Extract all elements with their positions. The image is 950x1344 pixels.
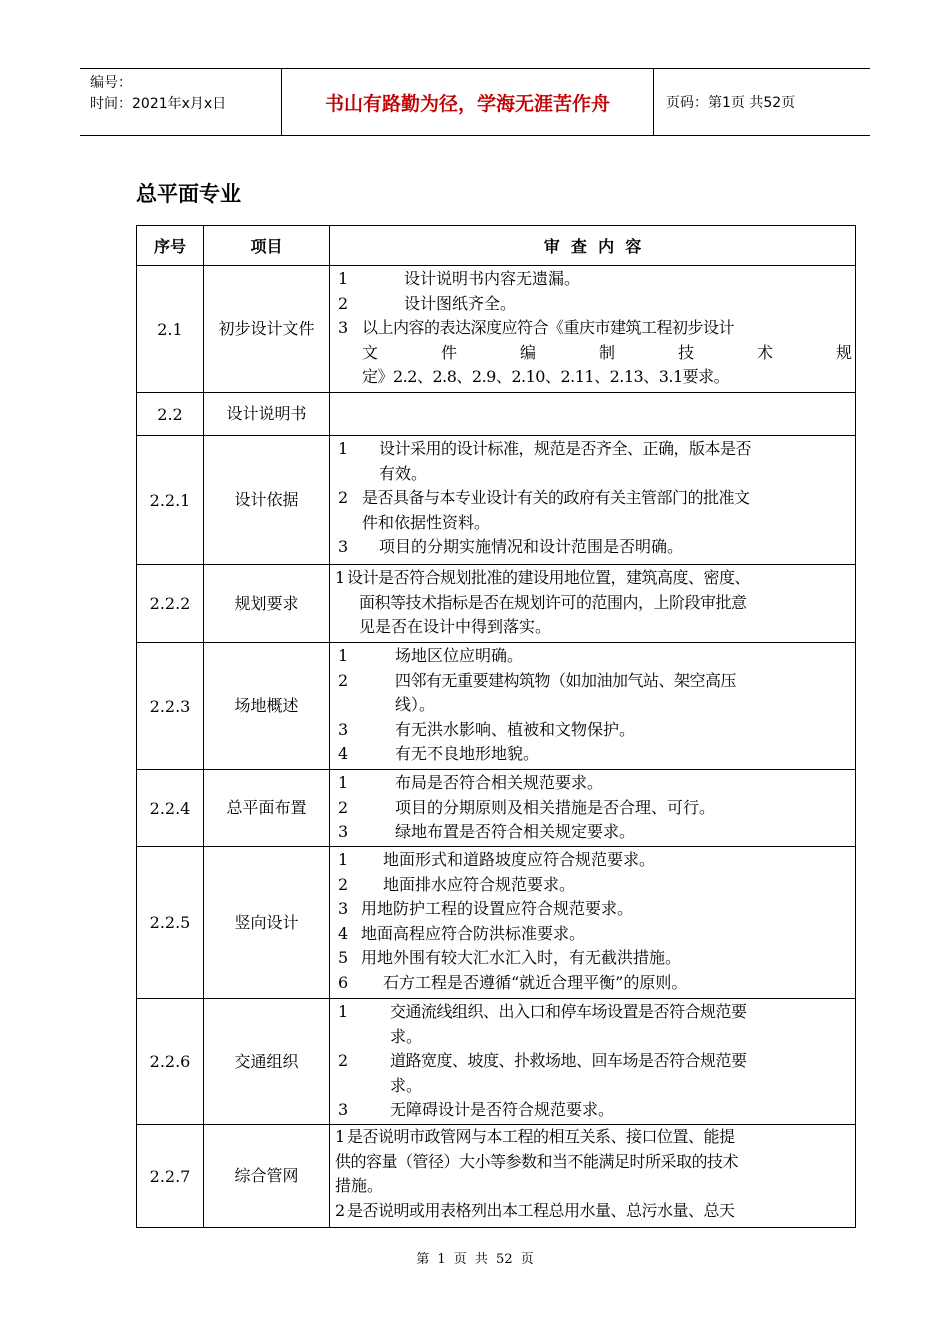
row-content: [330, 266, 856, 393]
table-row: [137, 643, 856, 770]
content-line: 3 项目的分期实施情况和设计范围是否明确。: [338, 537, 684, 556]
content-line: 见是否在设计中得到落实。: [359, 617, 552, 636]
table-row: [137, 393, 856, 436]
row-content: [330, 436, 856, 565]
row-number: 2.2.3: [137, 643, 204, 770]
table-row: [137, 847, 856, 999]
content-line: 1 交通流线组织、出入口和停车场设置是否符合规范要: [338, 1002, 747, 1021]
content-line: 2 项目的分期原则及相关措施是否合理、可行。: [338, 797, 716, 817]
table-row: [137, 436, 856, 565]
page-footer: 第 1 页 共 52 页: [416, 1252, 534, 1267]
content-line: 4 有无不良地形地貌。: [338, 744, 540, 763]
row-item: 总平面布置: [204, 770, 330, 847]
header-content: 审 查 内 容: [330, 226, 856, 266]
serial-label: 编号：: [90, 75, 132, 91]
content-line: 5 用地外围有较大汇水汇入时，有无截洪措施。: [338, 948, 682, 967]
table-row: [137, 565, 856, 643]
content-line: 件和依据性资料。: [362, 512, 491, 532]
table-row: [137, 999, 856, 1125]
date-line: 时间：2021年x月x日: [90, 96, 227, 112]
table-row: [137, 266, 856, 393]
row-item: 设计依据: [204, 436, 330, 565]
header-page-code: 页码：第1页 共52页: [666, 95, 796, 111]
row-number: 2.2: [137, 393, 204, 436]
row-content: [330, 393, 856, 436]
content-line: 1 场地区位应明确。: [338, 646, 524, 665]
content-line: 供的容量（管径）大小等参数和当不能满足时所采取的技术: [335, 1151, 739, 1171]
content-line: 2 设计图纸齐全。: [338, 293, 517, 313]
header-meta: [80, 69, 282, 135]
content-line: 面积等技术指标是否在规划许可的范围内，上阶段审批意: [359, 592, 747, 612]
review-table: [136, 225, 856, 1228]
row-number: 2.2.4: [137, 770, 204, 847]
row-item: 竖向设计: [204, 847, 330, 999]
row-number: 2.2.7: [137, 1125, 204, 1228]
content-line: 文件编制技术规: [362, 342, 852, 362]
section-title: 总平面专业: [136, 182, 241, 206]
table-row: [137, 1125, 856, 1228]
content-line: 2 是否具备与本专业设计有关的政府有关主管部门的批准文: [338, 488, 750, 507]
content-line: 3 有无洪水影响、植被和文物保护。: [338, 719, 636, 739]
row-item: 交通组织: [204, 999, 330, 1125]
row-item: 设计说明书: [204, 393, 330, 436]
header-motto: 书山有路勤为径，学海无涯苦作舟: [282, 69, 654, 135]
content-line: 1 设计采用的设计标准，规范是否齐全、正确，版本是否: [338, 439, 752, 458]
content-line: 定》2.2、2.8、2.9、2.10、2.11、2.13、3.1要求。: [362, 367, 730, 386]
row-content: [330, 643, 856, 770]
row-item: 综合管网: [204, 1125, 330, 1228]
content-line: 1 是否说明市政管网与本工程的相互关系、接口位置、能提: [335, 1127, 735, 1146]
row-content: [330, 1125, 856, 1228]
content-line: 1 设计说明书内容无遗漏。: [338, 269, 581, 288]
page-header: [80, 68, 870, 136]
content-line: 2 四邻有无重要建构筑物（如加油加气站、架空高压: [338, 670, 737, 690]
content-line: 4 地面高程应符合防洪标准要求。: [338, 923, 586, 943]
table-header-row: [137, 226, 856, 266]
content-line: 措施。: [335, 1176, 384, 1195]
row-number: 2.1: [137, 266, 204, 393]
content-line: 线）。: [395, 695, 436, 714]
content-line: 3 用地防护工程的设置应符合规范要求。: [338, 899, 634, 918]
content-line: 3 无障碍设计是否符合规范要求。: [338, 1100, 615, 1119]
content-line: 2 地面排水应符合规范要求。: [338, 874, 576, 894]
content-line: 2 是否说明或用表格列出本工程总用水量、总污水量、总天: [335, 1200, 735, 1220]
content-line: 求。: [390, 1026, 423, 1046]
content-line: 3 以上内容的表达深度应符合《重庆市建筑工程初步设计: [338, 318, 735, 337]
row-number: 2.2.5: [137, 847, 204, 999]
content-line: 有效。: [379, 463, 428, 483]
content-line: 6 石方工程是否遵循“就近合理平衡”的原则。: [338, 972, 688, 992]
row-content: [330, 565, 856, 643]
row-number: 2.2.1: [137, 436, 204, 565]
content-line: 3 绿地布置是否符合相关规定要求。: [338, 822, 636, 841]
row-item: 规划要求: [204, 565, 330, 643]
header-item: 项目: [204, 226, 330, 266]
row-item: 场地概述: [204, 643, 330, 770]
content-line: 2 道路宽度、坡度、扑救场地、回车场是否符合规范要: [338, 1051, 747, 1070]
row-content: [330, 770, 856, 847]
row-number: 2.2.2: [137, 565, 204, 643]
content-line: 1 布局是否符合相关规范要求。: [338, 773, 604, 792]
header-no: 序号: [137, 226, 204, 266]
row-content: [330, 999, 856, 1125]
table-row: [137, 770, 856, 847]
row-item: 初步设计文件: [204, 266, 330, 393]
row-content: [330, 847, 856, 999]
row-number: 2.2.6: [137, 999, 204, 1125]
content-line: 1 地面形式和道路坡度应符合规范要求。: [338, 850, 656, 869]
content-line: 1 设计是否符合规划批准的建设用地位置，建筑高度、密度、: [335, 568, 751, 587]
content-line: 求。: [390, 1075, 423, 1095]
